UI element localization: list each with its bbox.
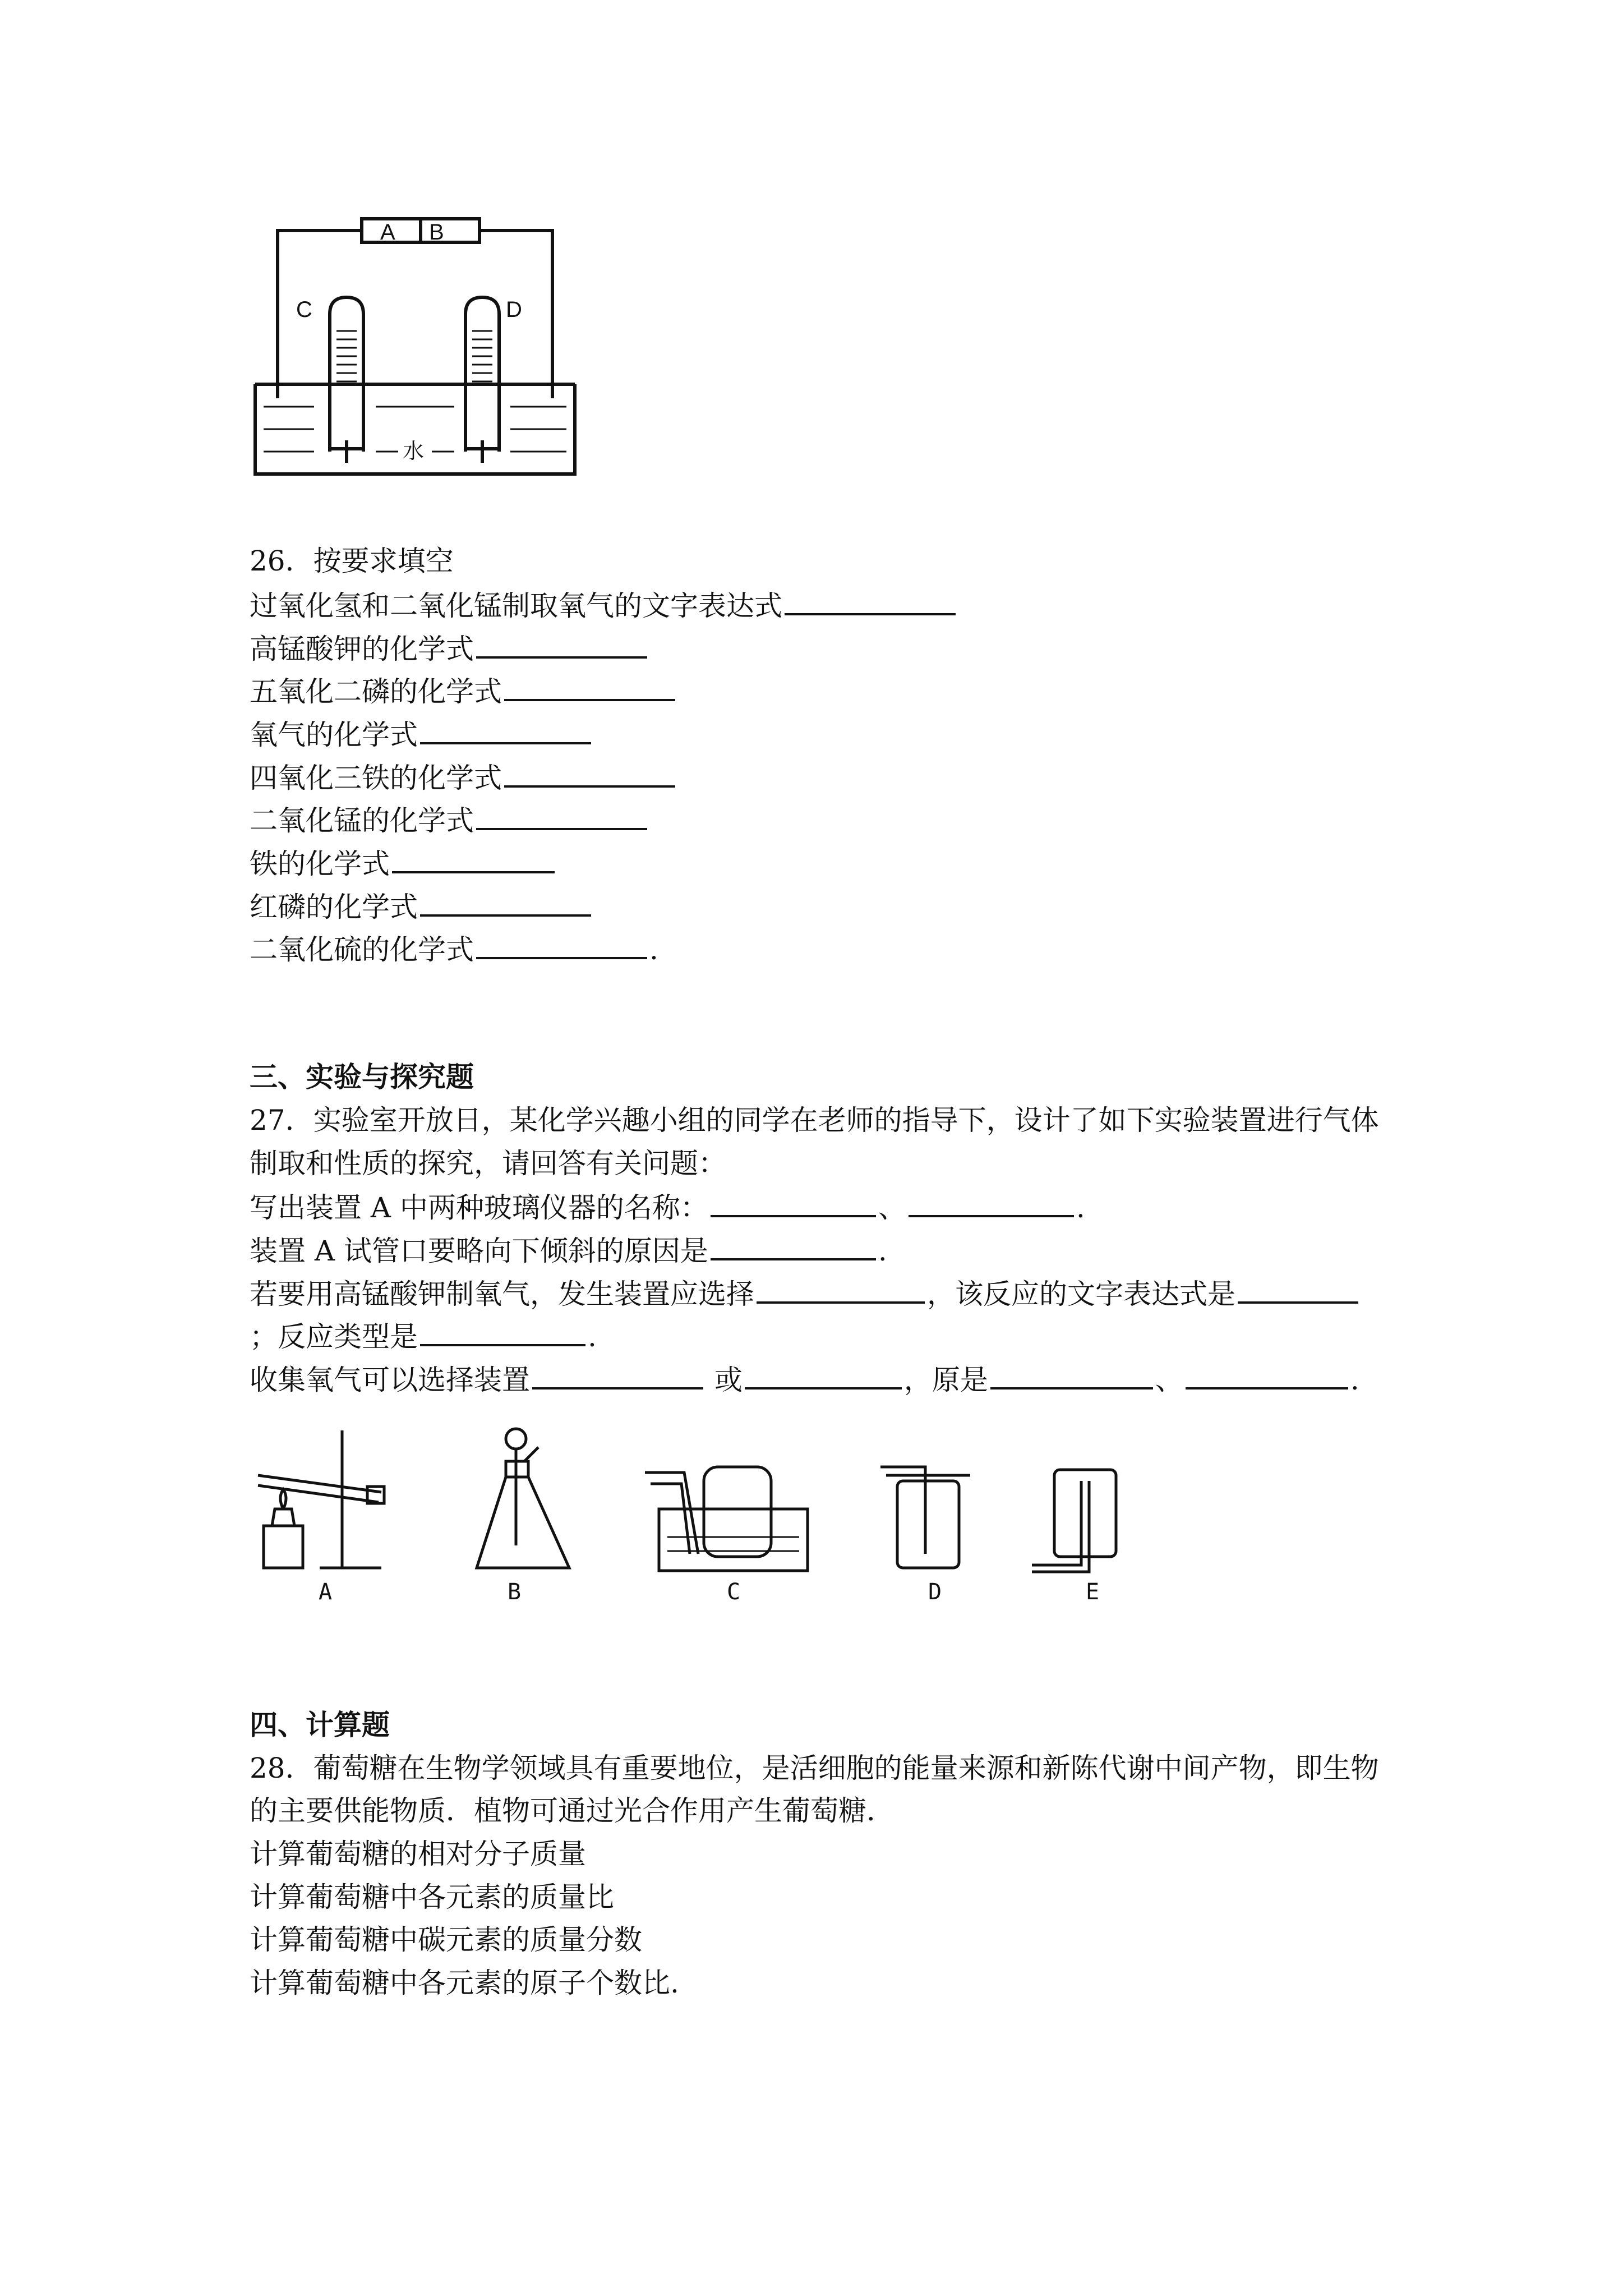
q28-item-2: 计算葡萄糖中各元素的质量比: [250, 1881, 614, 1913]
q26-line-4: 氧气的化学式: [250, 716, 593, 752]
q27-intro-2: 制取和性质的探究，请回答有关问题：: [250, 1147, 726, 1180]
answer-blank[interactable]: [420, 716, 591, 744]
answer-blank[interactable]: [420, 889, 591, 917]
answer-blank[interactable]: [476, 631, 647, 659]
answer-blank[interactable]: [711, 1232, 876, 1260]
q27-line-e: 收集氧气可以选择装置 或 ，原是 、 .: [250, 1361, 1359, 1397]
answer-blank[interactable]: [420, 1318, 585, 1346]
apparatus-c: [645, 1467, 808, 1571]
q26-line-5: 四氧化三铁的化学式: [250, 760, 677, 795]
q27-line-a: 写出装置 A 中两种玻璃仪器的名称： 、 .: [250, 1189, 1085, 1225]
apparatus-diagram: [241, 1425, 1138, 1582]
answer-blank[interactable]: [504, 673, 675, 701]
q26-line-9: 二氧化硫的化学式 .: [250, 931, 658, 967]
q28-item-4: 计算葡萄糖中各元素的原子个数比.: [250, 1967, 679, 1999]
q28-intro-2: 的主要供能物质．植物可通过光合作用产生葡萄糖．: [250, 1795, 895, 1827]
q26-line-2: 高锰酸钾的化学式: [250, 631, 649, 666]
answer-blank[interactable]: [504, 760, 675, 788]
electrolysis-diagram: [247, 216, 583, 480]
answer-blank[interactable]: [392, 845, 555, 873]
apparatus-e: [1032, 1470, 1116, 1572]
apparatus-label-e: E: [1086, 1579, 1100, 1605]
q27-intro-1: 27．实验室开放日，某化学兴趣小组的同学在老师的指导下，设计了如下实验装置进行气体: [250, 1104, 1379, 1137]
answer-blank[interactable]: [1238, 1276, 1358, 1304]
apparatus-b: [477, 1429, 569, 1568]
apparatus-label-a: A: [319, 1579, 333, 1605]
apparatus-label-c: C: [727, 1579, 741, 1605]
answer-blank[interactable]: [532, 1361, 703, 1389]
label-water: 水: [403, 440, 425, 463]
q28-intro-1: 28．葡萄糖在生物学领域具有重要地位，是活细胞的能量来源和新陈代谢中间产物，即生物: [250, 1752, 1379, 1784]
q28-item-1: 计算葡萄糖的相对分子质量: [250, 1838, 586, 1870]
answer-blank[interactable]: [757, 1276, 925, 1304]
answer-blank[interactable]: [476, 802, 647, 830]
q27-line-c: 若要用高锰酸钾制氧气，发生装置应选择 ，该反应的文字表达式是: [250, 1276, 1361, 1311]
answer-blank[interactable]: [745, 1361, 902, 1389]
section3-heading: 三、实验与探究题: [250, 1060, 474, 1093]
q27-line-b: 装置 A 试管口要略向下倾斜的原因是 .: [250, 1232, 887, 1268]
label-a: A: [380, 220, 395, 245]
q26-line-7: 铁的化学式: [250, 845, 557, 881]
answer-blank[interactable]: [785, 587, 956, 615]
q27-line-d: ；反应类型是 .: [250, 1318, 597, 1354]
answer-blank[interactable]: [711, 1189, 876, 1217]
q28-item-3: 计算葡萄糖中碳元素的质量分数: [250, 1924, 642, 1956]
answer-blank[interactable]: [1186, 1361, 1348, 1389]
section4-heading: 四、计算题: [250, 1708, 390, 1741]
label-d: D: [506, 297, 522, 322]
apparatus-label-b: B: [508, 1579, 522, 1605]
answer-blank[interactable]: [990, 1361, 1153, 1389]
label-b: B: [429, 220, 444, 245]
q26-title: 26．按要求填空: [250, 545, 454, 577]
apparatus-d: [880, 1467, 970, 1568]
answer-blank[interactable]: [476, 931, 647, 959]
q26-line-1: 过氧化氢和二氧化锰制取氧气的文字表达式: [250, 587, 958, 623]
q26-line-6: 二氧化锰的化学式: [250, 802, 649, 838]
label-c: C: [296, 297, 312, 322]
apparatus-a: [258, 1430, 384, 1568]
q26-line-8: 红磷的化学式: [250, 889, 593, 924]
q26-line-3: 五氧化二磷的化学式: [250, 673, 677, 708]
apparatus-label-d: D: [928, 1579, 942, 1605]
answer-blank[interactable]: [909, 1189, 1074, 1217]
